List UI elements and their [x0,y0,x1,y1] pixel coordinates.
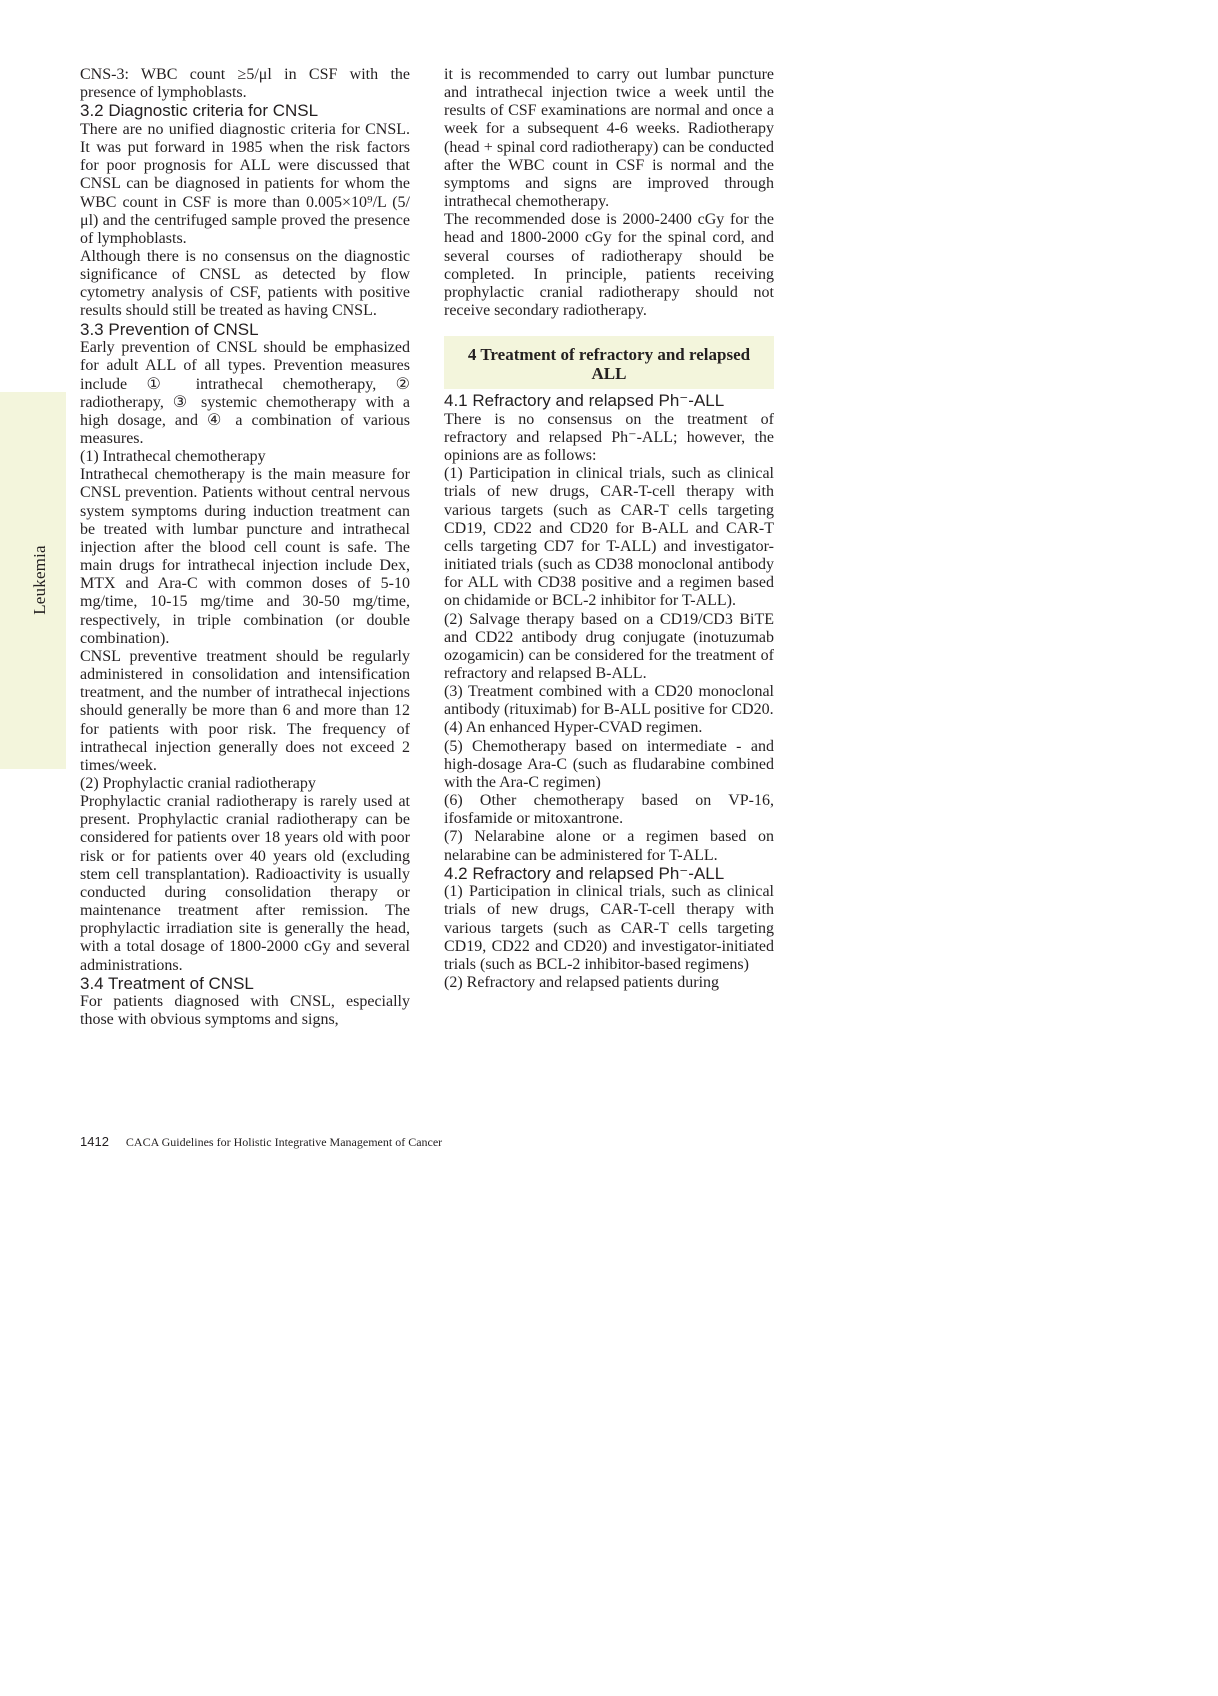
section-heading: 4.1 Refractory and relapsed Ph⁻-ALL [444,391,725,411]
paragraph: Early prevention of CNSL should be emphasized for adult ALL of all types. Prevention measures include ① intrathecal chemotherapy, ② radiotherapy, ③ systemic chemotherapy with a high dosage, and ④ a combination of various measures. [80,339,410,447]
side-tab-label: Leukemia [30,545,49,615]
paragraph: CNS-3: WBC count ≥5/μl in CSF with the presence of lymphoblasts. [80,66,410,102]
paragraph: (1) Participation in clinical trials, such as clinical trials of new drugs, CAR-T-cell therapy with various targets (such as CAR-T cells targeting CD19, CD22 and CD20 for B-ALL and CAR-T cells targeting CD7 for T-ALL) and investigator-initiated trials (such as CD38 monoclonal antibody for ALL with CD38 positive and a regimen based on chidamide or BCL-2 inhibitor for T-ALL). [444,465,774,610]
section-heading: 4.2 Refractory and relapsed Ph⁻-ALL [444,863,725,883]
paragraph: The recommended dose is 2000-2400 cGy for the head and 1800-2000 cGy for the spinal cord, and several courses of radiotherapy should be completed. In principle, patients receiving prophylactic cranial radiotherapy should not receive secondary radiotherapy. [444,211,774,320]
page-footer [80,1134,442,1150]
journal-title: CACA Guidelines for Holistic Integrative Management of Cancer [125,1135,443,1149]
section-heading: 3.4 Treatment of CNSL [80,973,254,993]
paragraph: Although there is no consensus on the diagnostic significance of CNSL as detected by flow cytometry analysis of CSF, patients with positive results should still be treated as having CNSL. [80,248,410,320]
paragraph: Intrathecal chemotherapy is the main measure for CNSL prevention. Patients without central nervous system symptoms during induction treatment can be treated with lumbar puncture and intrathecal injection after the blood cell count is safe. The main drugs for intrathecal injection include Dex, MTX and Ara-C with common doses of 5-10 mg/time, 10-15 mg/time and 30-50 mg/time, respectively, in triple combination (or double combination). [80,466,410,647]
paragraph: There are no unified diagnostic criteria for CNSL. It was put forward in 1985 when the risk factors for poor prognosis for ALL were discussed that CNSL can be diagnosed in patients for whom the WBC count in CSF is more than 0.005×10⁹/L (5/μl) and the centrifuged sample proved the presence of lymphoblasts. [80,120,410,247]
paragraph: (3) Treatment combined with a CD20 monoclonal antibody (rituximab) for B-ALL positive for CD20. [444,683,774,719]
right-column [444,66,774,992]
chapter-heading: 4 Treatment of refractory and relapsed ALL [444,336,774,389]
paragraph: CNSL preventive treatment should be regularly administered in consolidation and intensification treatment, and the number of intrathecal injections should generally be more than 6 and more than 12 for patients with poor risk. The frequency of intrathecal injection generally does not exceed 2 times/week. [80,647,410,774]
paragraph: (1) Intrathecal chemotherapy [80,448,266,466]
paragraph: Prophylactic cranial radiotherapy is rarely used at present. Prophylactic cranial radiotherapy can be considered for patients over 18 years old with poor risk or for patients over 40 years old (excluding stem cell transplantation). Radioactivity is usually conducted during consolidation therapy or maintenance treatment after remission. The prophylactic irradiation site is generally the head, with a total dosage of 1800-2000 cGy and several administrations. [80,793,410,974]
section-heading: 3.2 Diagnostic criteria for CNSL [80,101,319,121]
paragraph: (2) Salvage therapy based on a CD19/CD3 BiTE and CD22 antibody drug conjugate (inotuzumab ozogamicin) can be considered for the treatment of refractory and relapsed B-ALL. [444,610,774,682]
paragraph: (5) Chemotherapy based on intermediate - and high-dosage Ara-C (such as fludarabine combined with the Ara-C regimen) [444,737,774,791]
paragraph: (2) Prophylactic cranial radiotherapy [80,774,316,792]
paragraph: it is recommended to carry out lumbar puncture and intrathecal injection twice a week until the results of CSF examinations are normal and once a week for a subsequent 4-6 weeks. Radiotherapy (head + spinal cord radiotherapy) can be conducted after the WBC count in CSF is normal and the symptoms and signs are improved through intrathecal chemotherapy. [444,66,774,211]
paragraph: (2) Refractory and relapsed patients during [444,974,720,992]
paragraph: There is no consensus on the treatment of refractory and relapsed Ph⁻-ALL; however, the opinions are as follows: [444,410,774,465]
paragraph: (4) An enhanced Hyper-CVAD regimen. [444,719,703,737]
page-number: 1412 [80,1134,109,1149]
paragraph: (7) Nelarabine alone or a regimen based on nelarabine can be administered for T-ALL. [444,828,774,864]
paragraph: For patients diagnosed with CNSL, especially those with obvious symptoms and signs, [80,993,410,1029]
paragraph: (1) Participation in clinical trials, such as clinical trials of new drugs, CAR-T-cell therapy with various targets (such as CAR-T cells targeting CD19, CD22 and CD20) and investigator-initiated trials (such as BCL-2 inhibitor-based regimens) [444,883,774,973]
paragraph: (6) Other chemotherapy based on VP-16, ifosfamide or mitoxantrone. [444,792,774,828]
section-heading: 3.3 Prevention of CNSL [80,319,259,339]
left-column [80,66,410,1030]
